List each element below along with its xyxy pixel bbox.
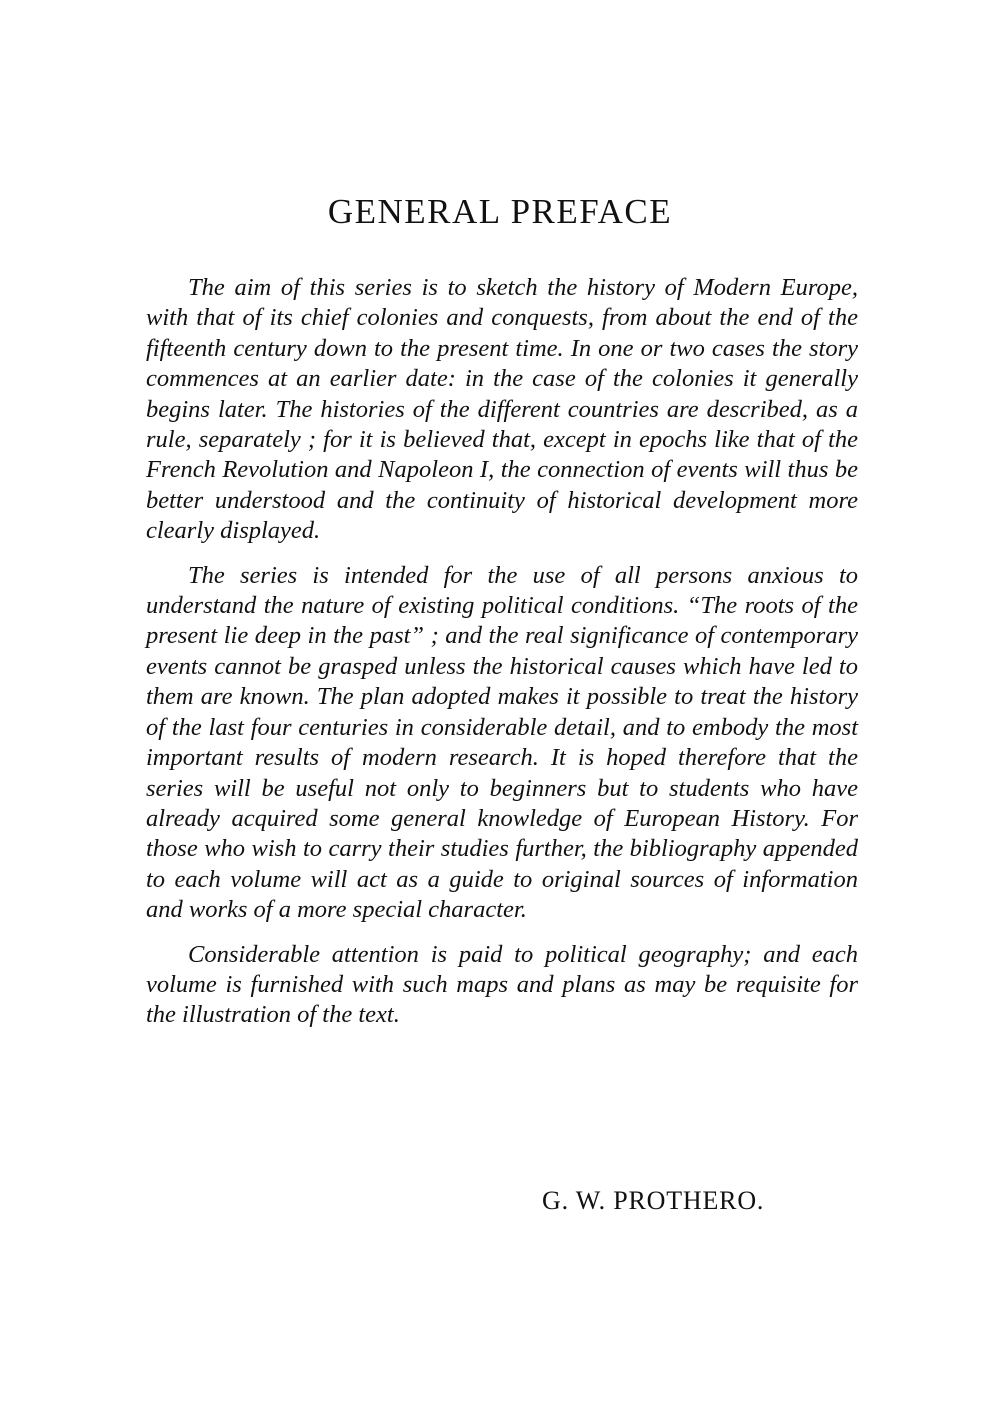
preface-body <box>146 273 858 1031</box>
preface-paragraph-2: The series is intended for the use of all persons anxious to understand the nature of existing political conditions. “The roots of the present lie deep in the past” ; and the real significance of contemporary events cannot be grasped unless the historical causes which have led to them are known. The plan adopted makes it possible to treat the history of the last four centuries in considerable detail, and to embody the most important results of modern research. It is hoped therefore that the series will be useful not only to beginners but to students who have already acquired some general knowledge of European History. For those who wish to carry their studies further, the bibliography appended to each volume will act as a guide to original sources of information and works of a more special character. <box>146 561 858 924</box>
author-signature: G. W. PROTHERO. <box>542 1186 765 1215</box>
page-title: GENERAL PREFACE <box>327 192 673 231</box>
preface-paragraph-3: Considerable attention is paid to political geography; and each volume is furnished with such maps and plans as may be requisite for the illustration of the text. <box>146 940 858 1029</box>
preface-paragraph-1: The aim of this series is to sketch the history of Modern Europe, with that of its chief colonies and conquests, from about the end of the fifteenth century down to the present time. In one or two cases the story commences at an earlier date: in the case of the colonies it generally begins later. The histories of the different countries are described, as a rule, separately ; for it is believed that, except in epochs like that of the French Revolution and Napoleon I, the connection of events will thus be better understood and the continuity of historical development more clearly displayed. <box>146 274 858 545</box>
